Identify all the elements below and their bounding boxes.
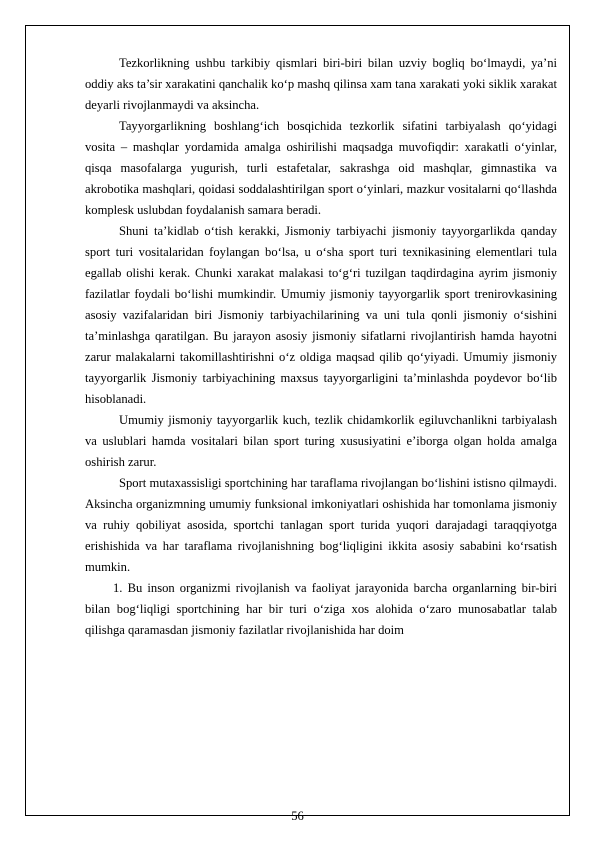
document-body [85,53,557,641]
paragraph-sport-specialization: Sport mutaxassisligi sportchining har taraflama rivojlangan bo‘lishini istisno qilmaydi. Aksincha organizmning umumiy funksional imkoniyatlari oshishida har tomonlama jismoniy va ruhiy qobiliyat asosida, sportchi tanlagan sport turida yuqori darajadagi taraqqiyotga erishishida va har taraflama rivojlanishning bog‘liqligini ikkita asosiy sababini ko‘rsatish mumkin. [85,476,557,574]
paragraph-speed-components: Tezkorlikning ushbu tarkibiy qismlari biri-biri bilan uzviy bogliq bo‘lmaydi, ya’ni oddiy aks ta’sir xarakatini qanchalik ko‘p mashq qilinsa xam tana xarakati yoki siklik xarakat deyarli rivojlanmaydi va aksincha. [85,56,557,112]
paragraph-sport-technique: Shuni ta’kidlab o‘tish kerakki, Jismoniy tarbiyachi jismoniy tayyorgarlikda qanday sport turi vositalaridan foylangan bo‘lsa, u o‘sha sport turi texnikasining elementlari tula egallab olishi kerak. Chunki xarakat malakasi to‘g‘ri tuzilgan taqdirdagina ayrim jismoniy fazilatlar foydali bo‘lishi mumkindir. Umumiy jismoniy tayyorgarlik sport trenirovkasining asosiy vazifalaridan biri Jismoniy tarbiyachilarining va uni tula qonli jismoniy o‘sishini ta’minlashga qaratilgan. Bu jarayon asosiy jismoniy sifatlarni rivojlantirish hamda hayotni zarur malakalarni takomillashtirishni o‘z oldiga maqsad qilib qo‘yiyadi. Umumiy jismoniy tayyorgarlik Jismoniy tarbiyachining maxsus tayyorgarligini ta’minlashda poydevor bo‘lib hisoblanadi. [85,224,557,406]
page-number: 56 [291,809,304,823]
paragraph-general-preparation: Umumiy jismoniy tayyorgarlik kuch, tezlik chidamkorlik egiluvchanlikni tarbiyalash va uslublari hamda vositalari bilan sport turing xususiyatini e’iborga olgan holda amalga oshirish zarur. [85,413,557,469]
paragraph-numbered-reason-1: 1. Bu inson organizmi rivojlanish va faoliyat jarayonida barcha organlarning bir-biri bilan bog‘liqligi sportchining har bir turi o‘ziga xos alohida o‘zaro munosabatlar talab qilishga qaramasdan jismoniy fazilatlar rivojlanishida har doim [85,581,557,637]
paragraph-initial-stage-means: Tayyorgarlikning boshlang‘ich bosqichida tezkorlik sifatini tarbiyalash qo‘yidagi vosita – mashqlar yordamida amalga oshirilishi maqsadga muvofiqdir: xarakatli o‘yinlar, qisqa masofalarga yugurish, turli estafetalar, sakrashga oid mashqlar, gimnastika va akrobotika mashqlari, qoidasi soddalashtirilgan sport o‘yinlari, mazkur vositalarni qo‘llashda komplesk uslubdan foydalanish samara beradi. [85,119,557,217]
